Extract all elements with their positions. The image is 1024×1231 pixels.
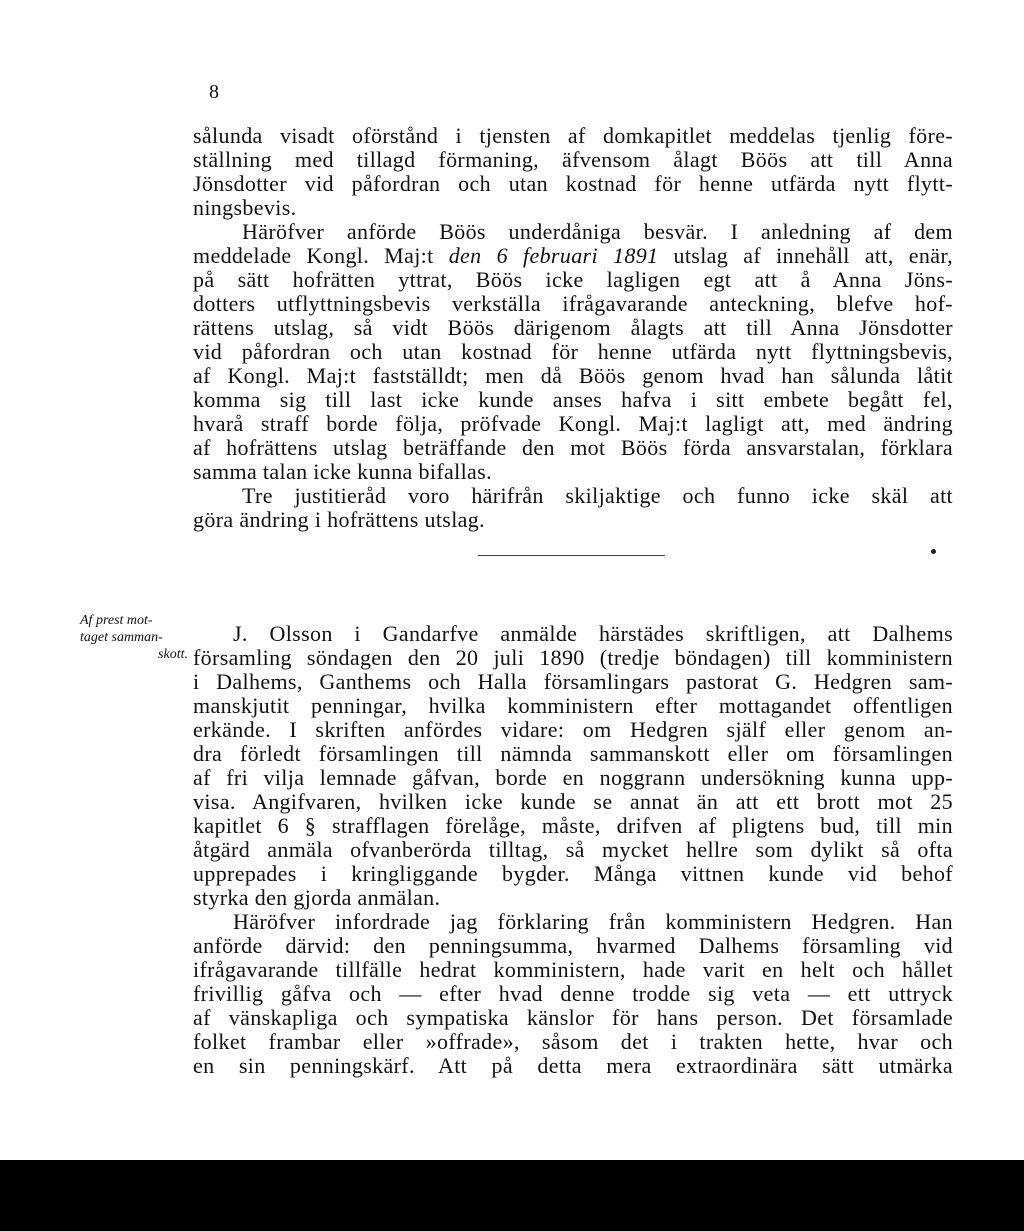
- text-line: kapitlet 6 § strafflagen förelåge, måste, drifven af pligtens bud, till min: [193, 813, 953, 838]
- scan-bottom-band: [0, 1160, 1024, 1231]
- text-line: på sätt hofrätten yttrat, Böös icke lagligen egt att å Anna Jöns-: [193, 267, 953, 292]
- text-line: Jönsdotter vid påfordran och utan kostnad för henne utfärda nytt flytt-: [193, 171, 953, 196]
- margin-note-line: skott.: [158, 647, 188, 662]
- text-line: frivillig gåfva och — efter hvad denne trodde sig veta — ett uttryck: [193, 981, 953, 1006]
- text-line: Tre justitieråd voro härifrån skiljaktige och funno icke skäl att: [242, 483, 953, 508]
- text-line: manskjutit penningar, hvilka komministern efter mottagandet offentligen: [193, 693, 953, 718]
- text-line: åtgärd anmäla ofvanberörda tilltag, så mycket hellre som dylikt så ofta: [193, 837, 953, 862]
- text-line: rättens utslag, så vidt Böös därigenom ålagts att till Anna Jönsdotter: [193, 315, 953, 340]
- text-line: samma talan icke kunna bifallas.: [193, 459, 492, 484]
- text-fragment: meddelade Kongl. Maj:t: [193, 243, 449, 268]
- text-line: en sin penningskärf. Att på detta mera extraordinära sätt utmärka: [193, 1053, 953, 1078]
- text-line: styrka den gjorda anmälan.: [193, 885, 441, 910]
- margin-note-line: Af prest mot-: [80, 613, 153, 628]
- text-line: komma sig till last icke kunde anses hafva i sitt embete begått fel,: [193, 387, 953, 412]
- text-line: af fri vilja lemnade gåfvan, borde en noggrann undersökning kunna upp-: [193, 765, 953, 790]
- text-line: göra ändring i hofrättens utslag.: [193, 507, 485, 532]
- text-line: folket frambar eller »offrade», såsom det i trakten hette, hvar och: [193, 1029, 953, 1054]
- text-line: erkände. I skriften anfördes vidare: om Hedgren själf eller genom an-: [193, 717, 953, 742]
- text-line: upprepades i kringliggande bygder. Många vittnen kunde vid behof: [193, 861, 953, 886]
- text-line: dotters utflyttningsbevis verkställa ifrågavarande anteckning, blefve hof-: [193, 291, 953, 316]
- text-line: sålunda visadt oförstånd i tjensten af domkapitlet meddelas tjenlig före-: [193, 123, 953, 148]
- print-speck: [931, 549, 936, 554]
- text-line: J. Olsson i Gandarfve anmälde härstädes skriftligen, att Dalhems: [233, 621, 953, 646]
- text-line: ifrågavarande tillfälle hedrat komministern, hade varit en helt och hållet: [193, 957, 953, 982]
- margin-note: [80, 612, 188, 663]
- text-line: af vänskapliga och sympatiska känslor för hans person. Det församlade: [193, 1005, 953, 1030]
- text-line: dra förledt församlingen till nämnda sammanskott eller om församlingen: [193, 741, 953, 766]
- text-line: Häröfver anförde Böös underdåniga besvär. I anledning af dem: [242, 219, 953, 244]
- text-line: visa. Angifvaren, hvilken icke kunde se annat än att ett brott mot 25: [193, 789, 953, 814]
- text-line: hvarå straff borde följa, pröfvade Kongl. Maj:t lagligt att, med ändring: [193, 411, 953, 436]
- text-line: af Kongl. Maj:t fastställdt; men då Böös genom hvad han sålunda låtit: [193, 363, 953, 388]
- text-line: anförde därvid: den penningsumma, hvarmed Dalhems församling vid: [193, 933, 953, 958]
- text-line: församling söndagen den 20 juli 1890 (tredje böndagen) till komministern: [193, 645, 953, 670]
- italic-date: den 6 februari 1891: [448, 243, 659, 268]
- text-line: Häröfver infordrade jag förklaring från komministern Hedgren. Han: [233, 909, 953, 934]
- text-line: vid påfordran och utan kostnad för henne utfärda nytt flyttningsbevis,: [193, 339, 953, 364]
- text-line: ställning med tillagd förmaning, äfvensom ålagt Böös att till Anna: [193, 147, 953, 172]
- section-separator: [478, 555, 665, 556]
- text-line: ningsbevis.: [193, 195, 297, 220]
- page-number: 8: [209, 81, 219, 103]
- text-fragment: utslag af innehåll att, enär,: [658, 243, 954, 268]
- text-line: i Dalhems, Ganthems och Halla församlingars pastorat G. Hedgren sam-: [193, 669, 953, 694]
- text-line: af hofrättens utslag beträffande den mot Böös förda ansvarstalan, förklara: [193, 435, 953, 460]
- text-line-with-italic: [193, 244, 953, 268]
- margin-note-line: taget samman-: [80, 630, 163, 645]
